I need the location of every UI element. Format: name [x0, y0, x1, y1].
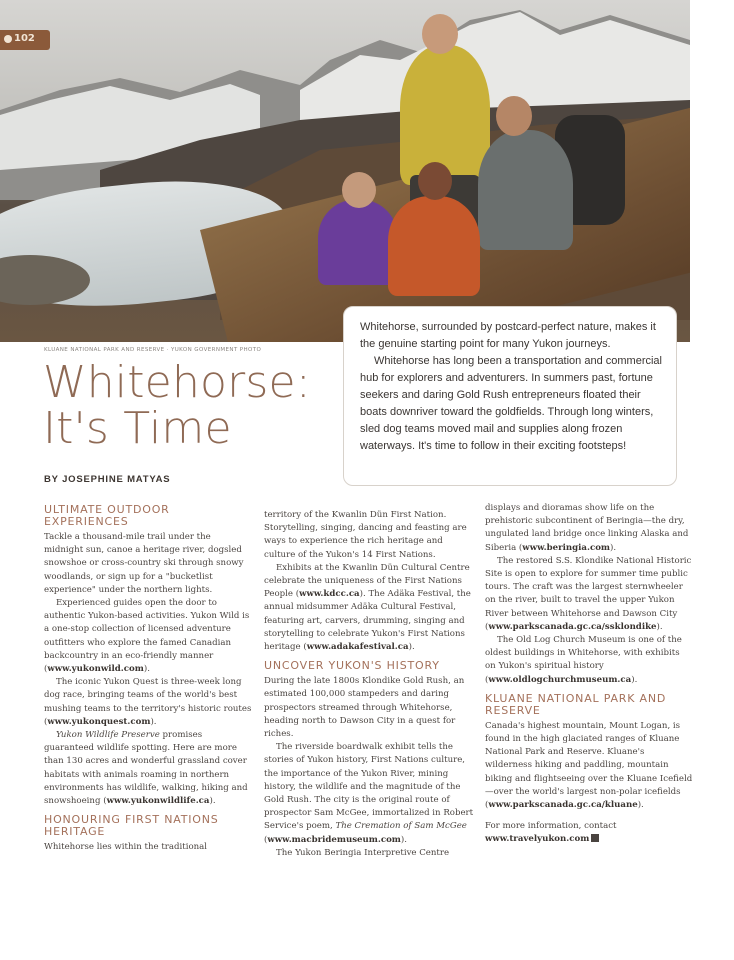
paragraph: During the late 1800s Klondike Gold Rush, an estimated 100,000 stampeders and daring prospectors streamed through Whitehorse, heading north to Dawson City in a quest for riches. — [264, 676, 465, 740]
hiker-yellow-head — [422, 14, 458, 54]
section-heading-kluane: KLUANE NATIONAL PARK AND RESERVE — [485, 691, 667, 717]
byline: BY JOSEPHINE MATYAS — [44, 474, 171, 485]
section-heading-first-nations: HONOURING FIRST NATIONS HERITAGE — [44, 813, 219, 839]
link-yukonwildlife[interactable]: www.yukonwildlife.ca — [106, 796, 210, 807]
paragraph: For more information, contact — [485, 821, 617, 832]
intro-box — [343, 306, 677, 486]
paragraph: The restored S.S. Klondike National Historic Site is open to explore for summer time public tours. The craft was the largest sternwheeler on the river, built to travel the upper Yukon River between Whitehorse and Dawson City (www.parkscanada.gc.ca/ssklondike). — [485, 555, 692, 632]
paragraph: Canada's highest mountain, Mount Logan, is found in the high glaciated ranges of Kluane National Park and Reserve. Kluane's wilderness hiking and paddling, mountain biking and flightseeing over the Kluane Icefield—over the world's largest non-polar icefields (www.parkscanada.gc.ca/kluane). — [485, 720, 693, 811]
hiker-orange-head — [418, 162, 452, 200]
paragraph: Yukon Wildlife Preserve promises guaranteed wildlife spotting. Here are more than 130 acres and wonderful grassland cover habitats with animals roaming in northern environments has wildlife, walking, hiking and snowshoeing (www.yukonwildlife.ca). — [44, 730, 248, 807]
link-ssklondike[interactable]: www.parkscanada.gc.ca/ssklondike — [488, 621, 657, 632]
paragraph: The Yukon Beringia Interpretive Centre — [276, 847, 450, 858]
hiker-yellow — [400, 45, 490, 185]
page-number-tab — [0, 30, 50, 50]
link-kdcc[interactable]: www.kdcc.ca — [299, 589, 360, 600]
section-heading-history: UNCOVER YUKON'S HISTORY — [264, 659, 440, 673]
paragraph: Tackle a thousand-mile trail under the midnight sun, canoe a heritage river, dogsled snowshoe or cross-country ski through snowy woodlands, or sign up for a "bucketlist experience" under the northern lights. — [44, 532, 244, 595]
paragraph: The Old Log Church Museum is one of the oldest buildings in Whitehorse, with exhibits on Yukon's spiritual history (www.oldlogchurchmuseum.ca). — [485, 635, 682, 685]
column-2 — [264, 509, 476, 860]
link-travelyukon[interactable]: www.travelyukon.com — [485, 834, 590, 845]
hiker-purple-head — [342, 172, 376, 208]
page-number: 102 — [14, 33, 35, 44]
column-3 — [485, 502, 693, 847]
hiker-gray — [478, 130, 573, 250]
article-title — [43, 357, 311, 454]
title-line-1: Whitehorse: — [43, 357, 311, 408]
link-adakafestival[interactable]: www.adakafestival.ca — [306, 642, 409, 653]
column-1 — [44, 504, 252, 854]
intro-paragraph-2: Whitehorse has long been a transportation and commercial hub for explorers and adventurers. In summers past, fortune seekers and daring Gold Rush entrepreneurs floated their boats downriver toward the goldfields. Through long winters, sled dog teams moved mail and supplies along frozen waterways. It's time to follow in their exciting footsteps! — [360, 355, 662, 452]
paragraph: Exhibits at the Kwanlin Dün Cultural Centre celebrate the uniqueness of the First Nations People (www.kdcc.ca). The Adäka Festival, the annual midsummer Adäka Cultural Festival, featuring art, carvers, drumming, singing and storytelling to celebrate Yukon's First Nations heritage (www.adakafestival.ca). — [264, 562, 471, 653]
section-heading-outdoor: ULTIMATE OUTDOOR EXPERIENCES — [44, 503, 170, 528]
link-yukonwild[interactable]: www.yukonwild.com — [47, 664, 144, 675]
link-beringia[interactable]: www.beringia.com — [522, 542, 611, 553]
photo-caption: KLUANE NATIONAL PARK AND RESERVE · YUKON GOVERNMENT PHOTO — [44, 347, 262, 353]
paragraph: The riverside boardwalk exhibit tells the stories of Yukon history, First Nations culture, the importance of the Yukon River, mining history, the wildlife and the magnitude of the Gold Rush. The city is the original route of prospector Sam McGee, immortalized in Robert Service's poem, The Cremation of Sam McGee (www.macbridemuseum.com). — [264, 742, 474, 845]
paragraph — [485, 833, 693, 846]
paragraph: territory of the Kwanlin Dün First Nation. Storytelling, singing, dancing and feasting are ways to experience the rich heritage and culture of the Yukon's 14 First Nations. — [264, 510, 467, 560]
paragraph: The iconic Yukon Quest is three-week long dog race, bringing teams of the world's best mushing teams to the territory's historic routes (www.yukonquest.com). — [44, 677, 252, 727]
hiker-purple — [318, 200, 398, 285]
end-mark-icon — [591, 834, 599, 842]
paragraph: Experienced guides open the door to authentic Yukon-based activities. Yukon Wild is a one-stop collection of licensed adventure outfitters who explore the famed Canadian backcountry in an eco-friendly manner (www.yukonwild.com). — [44, 598, 250, 675]
paragraph: Whitehorse lies within the traditional — [44, 842, 208, 853]
link-oldlogchurch[interactable]: www.oldlogchurchmuseum.ca — [488, 674, 632, 685]
title-line-2: It's Time — [43, 403, 232, 454]
paragraph: displays and dioramas show life on the prehistoric subcontinent of Beringia—the dry, ungulated land bridge once linking Alaska and Siberia (www.beringia.com). — [485, 503, 689, 553]
yukon-icon — [4, 35, 12, 43]
link-kluane[interactable]: www.parkscanada.gc.ca/kluane — [488, 800, 638, 811]
hero-photo — [0, 0, 690, 342]
hiker-orange — [388, 196, 480, 296]
hiker-gray-head — [496, 96, 532, 136]
intro-paragraph-1: Whitehorse, surrounded by postcard-perfect nature, makes it the genuine starting point for many Yukon journeys. — [360, 321, 656, 350]
link-yukonquest[interactable]: www.yukonquest.com — [47, 716, 151, 727]
link-macbridemuseum[interactable]: www.macbridemuseum.com — [267, 834, 401, 845]
